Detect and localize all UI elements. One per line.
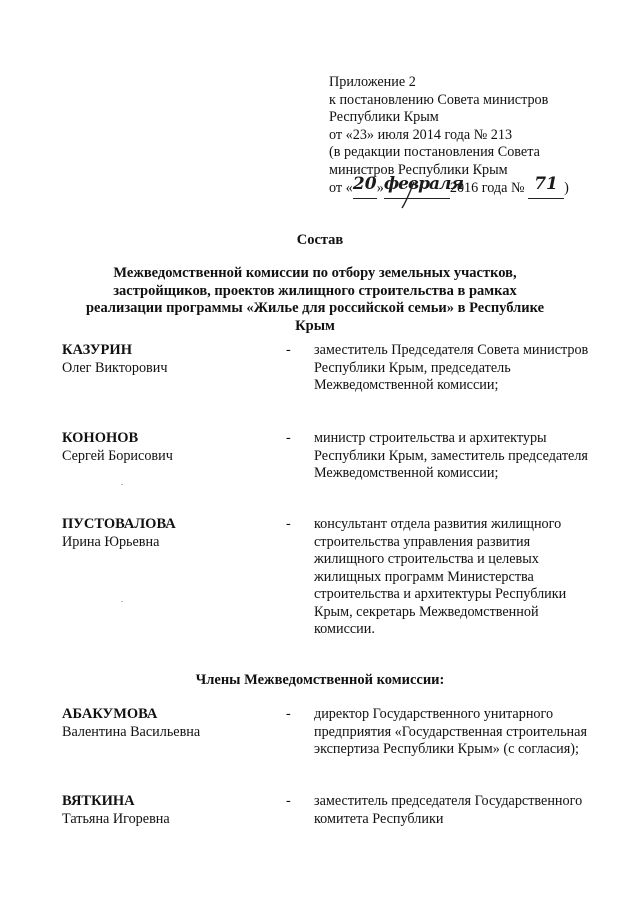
amendment-year: 2016 года № bbox=[449, 180, 525, 196]
members-heading: Члены Межведомственной комиссии: bbox=[195, 672, 445, 688]
appendix-line: к постановлению Совета министров bbox=[329, 91, 549, 108]
scan-speck bbox=[121, 601, 123, 602]
separator-dash: - bbox=[286, 793, 291, 809]
appendix-line: (в редакции постановления Совета bbox=[329, 144, 540, 160]
commission-name: Межведомственной комиссии по отбору земельных участков, застройщиков, проектов жилищного строительства в рамках реализации программы «Жилье для российской семьи» в Республике Крым bbox=[85, 265, 545, 334]
amendment-line bbox=[329, 174, 619, 199]
person-surname: КАЗУРИН bbox=[62, 342, 132, 358]
person-surname: ВЯТКИНА bbox=[62, 793, 135, 809]
person-role: заместитель Председателя Совета министров Республики Крым, председатель Межведомственной комиссии; bbox=[314, 342, 589, 393]
appendix-line: Приложение 2 bbox=[329, 74, 416, 90]
person-given-name: Ирина Юрьевна bbox=[62, 534, 160, 550]
separator-dash: - bbox=[286, 342, 291, 358]
document-title: Состав bbox=[296, 232, 344, 248]
person-role: консультант отдела развития жилищного строительства управления развития жилищного строительства и целевых жилищных программ Министерства строительства и архитектуры Республики Крым, секретарь Межведомственной комиссии. bbox=[314, 516, 567, 637]
person-role: заместитель председателя Государственного комитета Республики bbox=[314, 793, 583, 827]
handwritten-day: 20 bbox=[352, 174, 377, 194]
appendix-line: Республики Крым bbox=[329, 109, 439, 125]
handwriting-flourish-icon bbox=[400, 180, 440, 210]
person-given-name: Татьяна Игоревна bbox=[62, 811, 170, 827]
amendment-close: ) bbox=[564, 180, 569, 196]
separator-dash: - bbox=[286, 706, 291, 722]
person-given-name: Сергей Борисович bbox=[62, 448, 173, 464]
amendment-quote: » bbox=[376, 180, 384, 196]
person-given-name: Валентина Васильевна bbox=[62, 724, 201, 740]
person-role: министр строительства и архитектуры Республики Крым, заместитель председателя Межведомственной комиссии; bbox=[314, 430, 588, 481]
person-surname: АБАКУМОВА bbox=[62, 706, 158, 722]
amendment-prefix: от « bbox=[329, 180, 353, 196]
person-given-name: Олег Викторович bbox=[62, 360, 168, 376]
handwritten-number: 71 bbox=[534, 174, 558, 194]
separator-dash: - bbox=[286, 516, 291, 532]
person-surname: КОНОНОВ bbox=[62, 430, 139, 446]
person-role: директор Государственного унитарного предприятия «Государственная строительная экспертиза Республики Крым» (с согласия); bbox=[314, 706, 587, 757]
appendix-line: министров Республики Крым bbox=[329, 161, 508, 178]
appendix-header bbox=[329, 74, 619, 199]
handwritten-month: февраля bbox=[383, 174, 464, 194]
separator-dash: - bbox=[286, 430, 291, 446]
appendix-line: от «23» июля 2014 года № 213 bbox=[329, 126, 513, 143]
scan-speck bbox=[121, 484, 123, 485]
person-surname: ПУСТОВАЛОВА bbox=[62, 516, 176, 532]
